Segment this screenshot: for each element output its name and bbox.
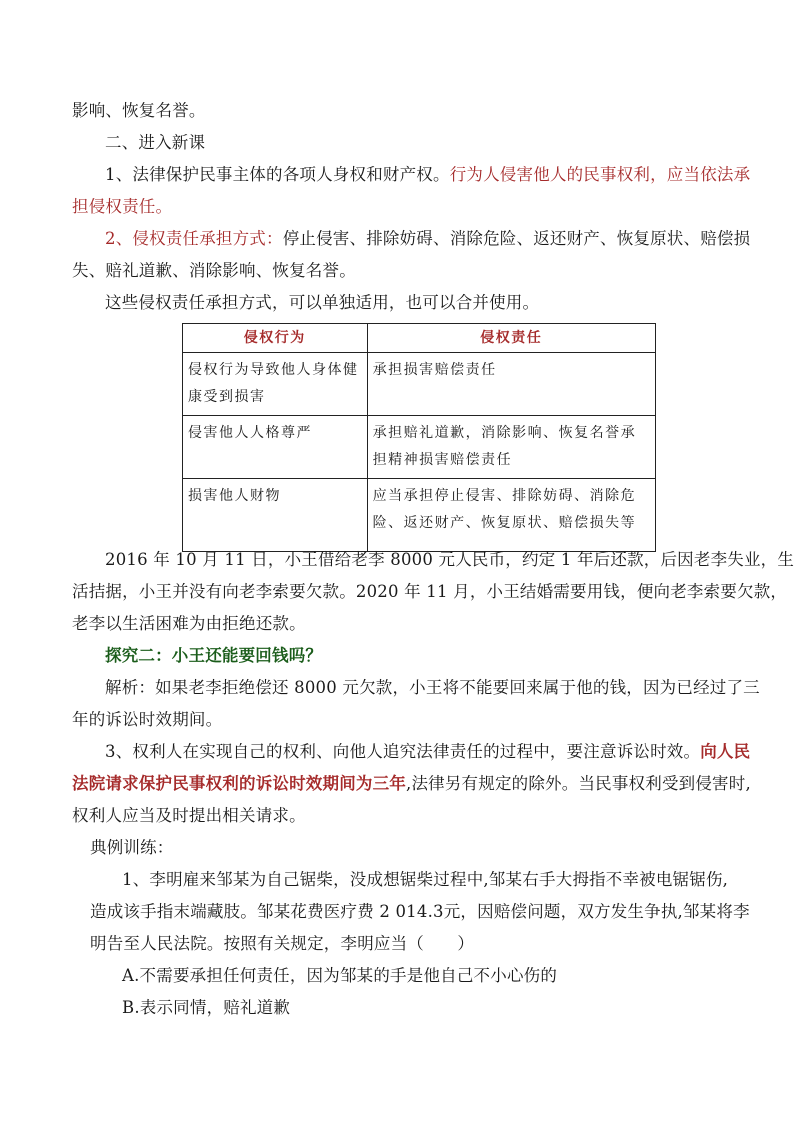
text-span: 1、法律保护民事主体的各项人身权和财产权。 (105, 165, 450, 184)
table-row (183, 479, 656, 552)
highlight-span: 法院请求保护民事权利的诉讼时效期间为三年 (72, 774, 406, 793)
text-span: 停止侵害、排除妨碍、消除危险、返还财产、恢复原状、赔偿损 (282, 229, 751, 248)
section-heading: 典例训练： (90, 838, 174, 857)
highlight-span: 2、侵权责任承担方式： (105, 229, 283, 248)
table-header: 侵权责任 (367, 324, 655, 353)
inquiry-question: 探究二：小王还能要回钱吗？ (105, 646, 323, 665)
paragraph-line: 活拮据，小王并没有向老李索要欠款。2020 年 11 月，小王结婚需要用钱，便向老李索要欠款， (72, 582, 788, 601)
paragraph-line: 老李以生活困难为由拒绝还款。 (72, 614, 306, 633)
table-header-row (183, 324, 656, 353)
paragraph-line (105, 164, 750, 186)
paragraph-line: 权利人应当及时提出相关请求。 (72, 806, 306, 825)
section-heading: 二、进入新课 (105, 133, 206, 152)
table-cell: 损害他人财物 (183, 479, 368, 552)
paragraph-line: 年的诉讼时效期间。 (72, 710, 223, 729)
highlight-span: 向人民 (700, 742, 751, 761)
question-line: 1、李明雇来邹某为自己锯柴，没成想锯柴过程中,邹某右手大拇指不幸被电锯锯伤, (122, 870, 729, 889)
question-line: 造成该手指末端藏肢。邹某花费医疗费 2 014.3元，因赔偿问题，双方发生争执,邹某将李 (90, 902, 750, 921)
table-header: 侵权行为 (183, 324, 368, 353)
table-cell: 承担赔礼道歉，消除影响、恢复名誉承担精神损害赔偿责任 (367, 416, 655, 479)
table-cell: 应当承担停止侵害、排除妨碍、消除危险、返还财产、恢复原状、赔偿损失等 (367, 479, 655, 552)
table-cell: 侵害他人人格尊严 (183, 416, 368, 479)
text-span: 3、权利人在实现自己的权利、向他人追究法律责任的过程中，要注意诉讼时效。 (105, 742, 701, 761)
text-span: ,法律另有规定的除外。当民事权利受到侵害时, (406, 774, 751, 793)
paragraph-line: 2016 年 10 月 11 日，小王借给老李 8000 元人民币，约定 1 年后还款，后因老李失业，生 (105, 550, 794, 569)
table-row (183, 353, 656, 416)
paragraph-line: 担侵权责任。 (72, 197, 173, 216)
text-line: 影响、恢复名誉。 (72, 101, 206, 120)
answer-option: A.不需要承担任何责任，因为邹某的手是他自己不小心伤的 (122, 966, 558, 985)
tort-liability-table (182, 323, 656, 552)
table-row (183, 416, 656, 479)
paragraph-line: 这些侵权责任承担方式，可以单独适用，也可以合并使用。 (105, 293, 540, 312)
table-cell: 承担损害赔偿责任 (367, 353, 655, 416)
table-cell: 侵权行为导致他人身体健康受到损害 (183, 353, 368, 416)
question-line: 明告至人民法院。按照有关规定，李明应当（ ） (90, 934, 475, 953)
paragraph-line (105, 741, 750, 763)
answer-option: B.表示同情，赔礼道歉 (122, 998, 291, 1017)
paragraph-line: 失、赔礼道歉、消除影响、恢复名誉。 (72, 261, 356, 280)
paragraph-line: 解析：如果老李拒绝偿还 8000 元欠款，小王将不能要回来属于他的钱，因为已经过了三 (105, 678, 760, 697)
paragraph-line (72, 773, 751, 795)
highlight-span: 行为人侵害他人的民事权利，应当依法承 (449, 165, 751, 184)
paragraph-line (105, 228, 750, 250)
